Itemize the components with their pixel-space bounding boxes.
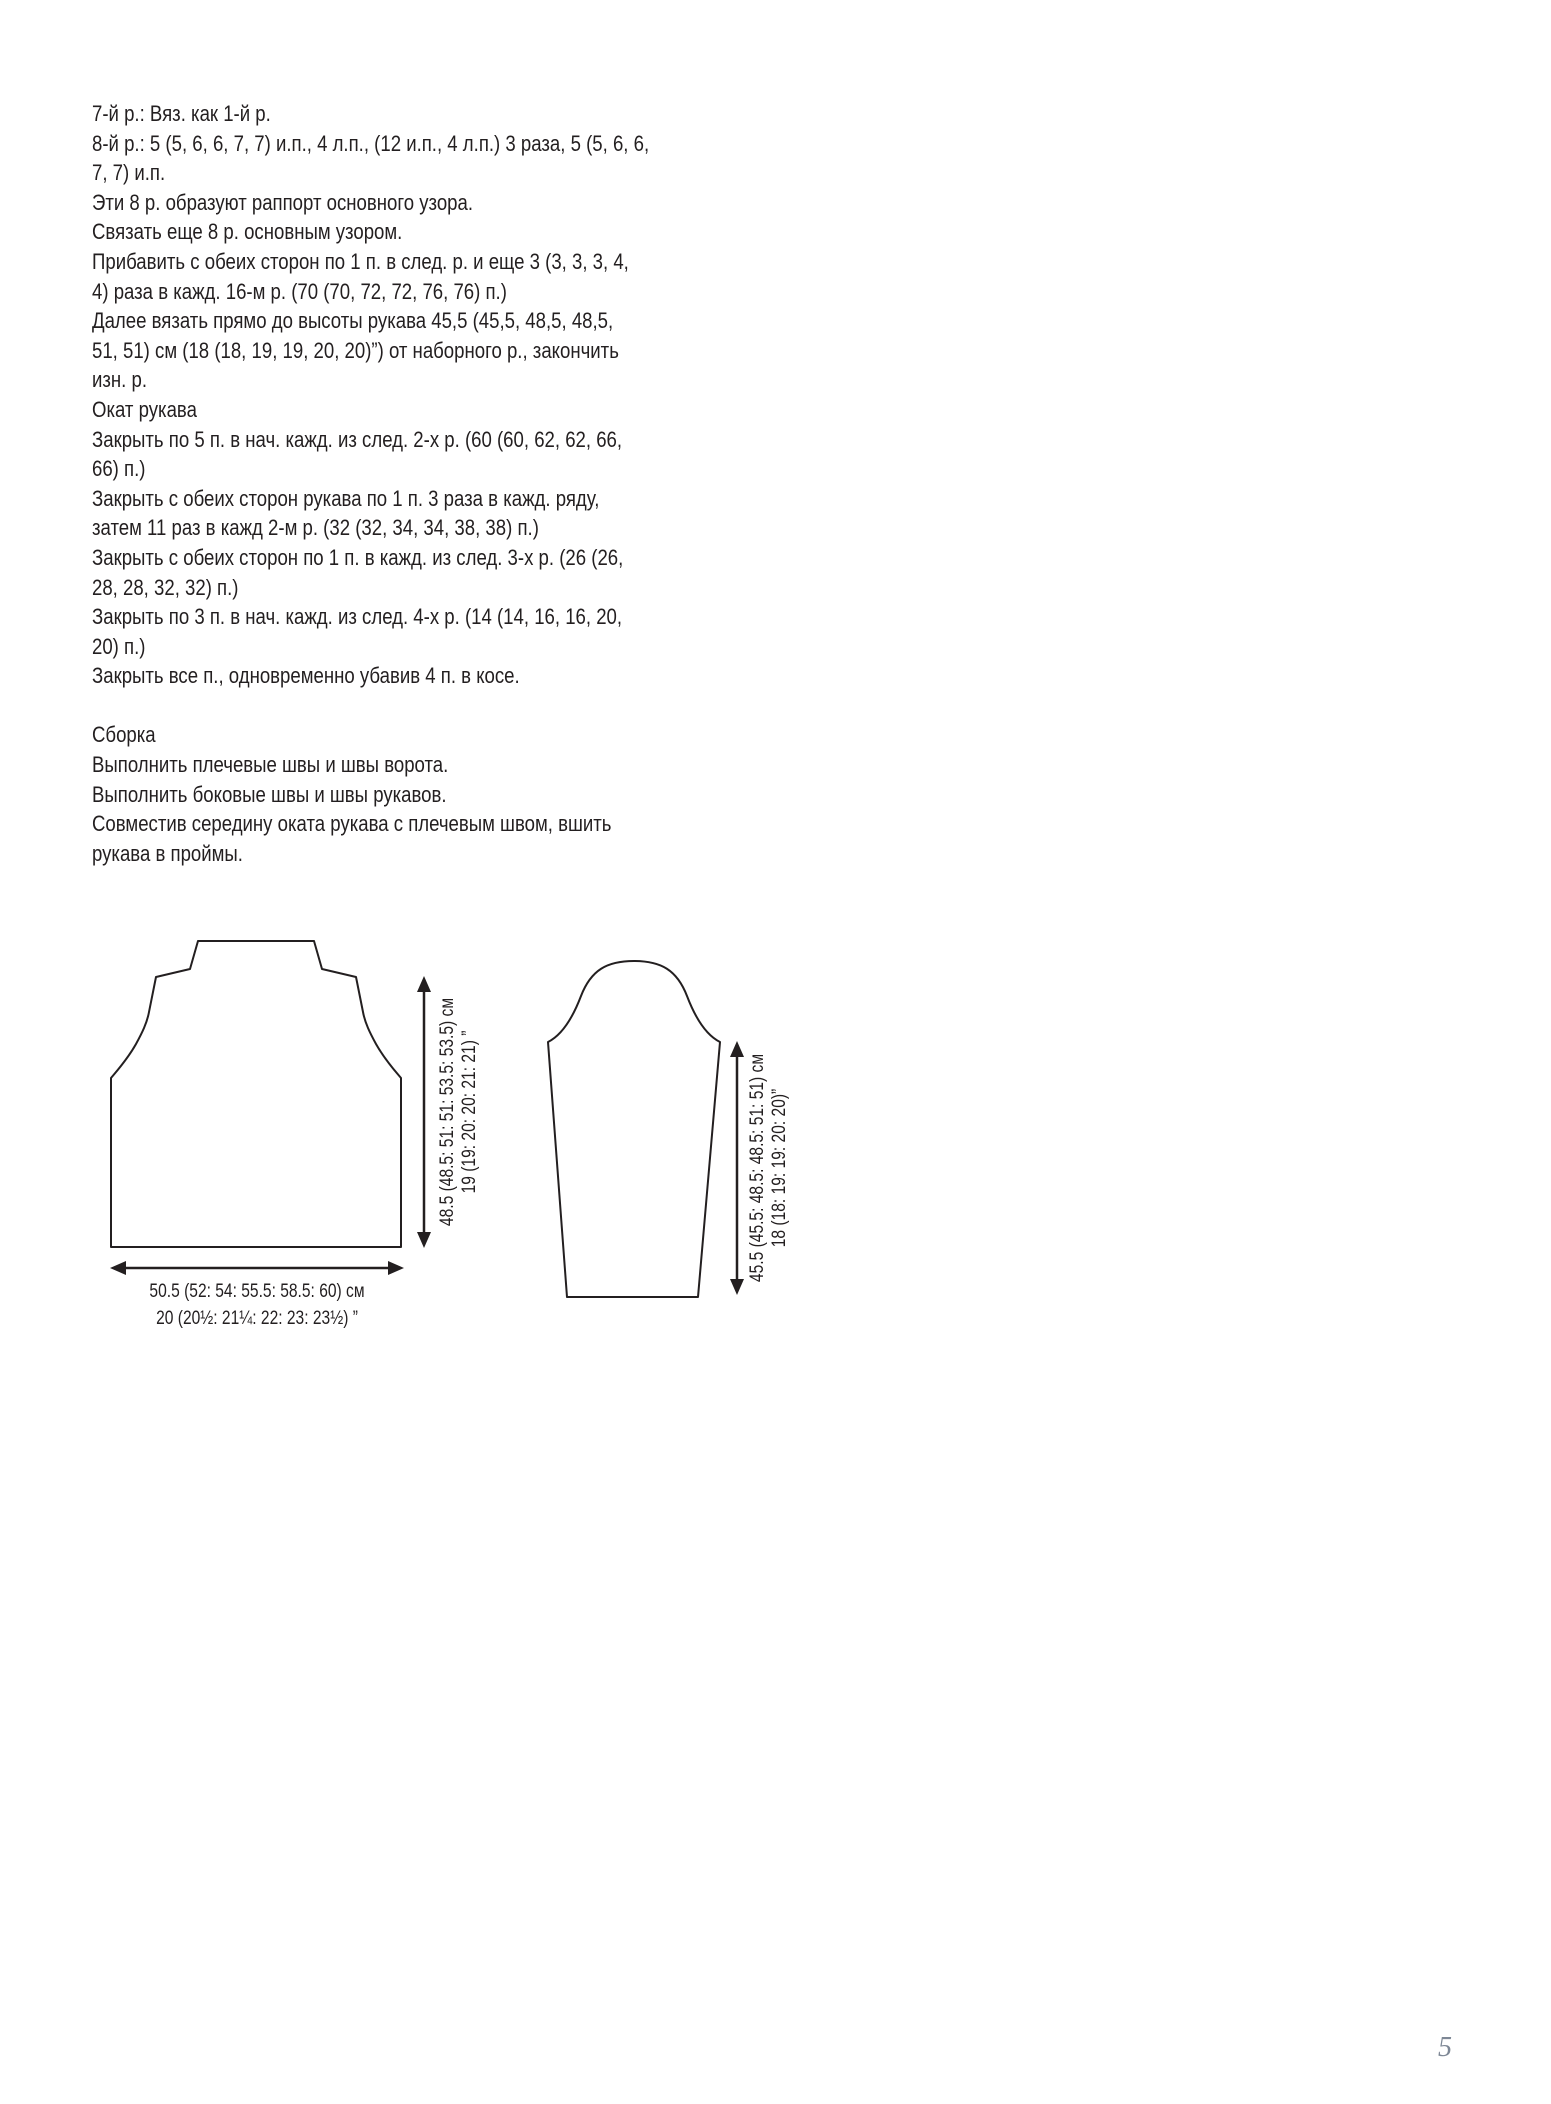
text-line: 51, 51) см (18 (18, 19, 19, 20, 20)”) от наборного р., закончить xyxy=(92,337,619,363)
section-subheading: Сборка xyxy=(92,722,156,748)
text-line: Связать еще 8 р. основным узором. xyxy=(92,219,403,245)
body-height-inches-label: 19 (19: 20: 20: 21: 21) ” xyxy=(459,1030,480,1194)
page-number: 5 xyxy=(1438,2032,1452,2063)
text-line: 8-й р.: 5 (5, 6, 6, 7, 7) и.п., 4 л.п., (12 и.п., 4 л.п.) 3 раза, 5 (5, 6, 6, xyxy=(92,130,650,156)
text-line: Закрыть все п., одновременно убавив 4 п. в косе. xyxy=(92,663,520,689)
text-line: 20) п.) xyxy=(92,633,146,659)
text-line: Выполнить плечевые швы и швы ворота. xyxy=(92,752,449,778)
section-subheading: Окат рукава xyxy=(92,396,197,422)
text-line: 66) п.) xyxy=(92,456,146,482)
text-line: затем 11 раз в кажд 2-м р. (32 (32, 34, 34, 38, 38) п.) xyxy=(92,515,539,541)
text-line: Закрыть по 3 п. в нач. кажд. из след. 4-х р. (14 (14, 16, 16, 20, xyxy=(92,604,623,630)
text-line: изн. р. xyxy=(92,367,148,393)
body-width-cm-label: 50.5 (52: 54: 55.5: 58.5: 60) см xyxy=(149,1281,365,1302)
text-line: 7-й р.: Вяз. как 1-й р. xyxy=(92,101,271,126)
text-line: Эти 8 р. образуют раппорт основного узора. xyxy=(92,189,474,215)
sleeve-height-arrow xyxy=(730,1041,744,1295)
text-line: Закрыть с обеих сторон по 1 п. в кажд. из след. 3-х р. (26 (26, xyxy=(92,544,624,570)
text-line: 7, 7) и.п. xyxy=(92,160,166,186)
text-line: Выполнить боковые швы и швы рукавов. xyxy=(92,781,447,807)
body-width-inches-label: 20 (20½: 21¼: 22: 23: 23½) ” xyxy=(156,1308,358,1329)
text-line: рукава в проймы. xyxy=(92,840,243,866)
text-line: 28, 28, 32, 32) п.) xyxy=(92,574,239,600)
text-line: Далее вязать прямо до высоты рукава 45,5 (45,5, 48,5, 48,5, xyxy=(92,308,614,334)
body-height-cm-label: 48.5 (48.5: 51: 51: 53.5: 53.5) см xyxy=(437,997,458,1227)
text-line: Закрыть с обеих сторон рукава по 1 п. 3 раза в кажд. ряду, xyxy=(92,485,600,511)
text-line: Закрыть по 5 п. в нач. кажд. из след. 2-х р. (60 (60, 62, 62, 66, xyxy=(92,426,623,452)
sleeve-piece-outline xyxy=(548,961,720,1297)
body-width-arrow xyxy=(110,1261,404,1275)
text-line: 4) раза в кажд. 16-м р. (70 (70, 72, 72, 76, 76) п.) xyxy=(92,278,507,304)
sleeve-height-inches-label: 18 (18: 19: 19: 20: 20)” xyxy=(769,1088,790,1248)
text-line: Прибавить с обеих сторон по 1 п. в след. р. и еще 3 (3, 3, 3, 4, xyxy=(92,248,629,274)
text-line: Совместив середину оката рукава с плечевым швом, вшить xyxy=(92,811,612,837)
body-piece-outline xyxy=(111,941,401,1247)
sleeve-height-cm-label: 45.5 (45.5: 48.5: 48.5: 51: 51) см xyxy=(747,1053,768,1283)
body-height-arrow xyxy=(417,976,431,1248)
